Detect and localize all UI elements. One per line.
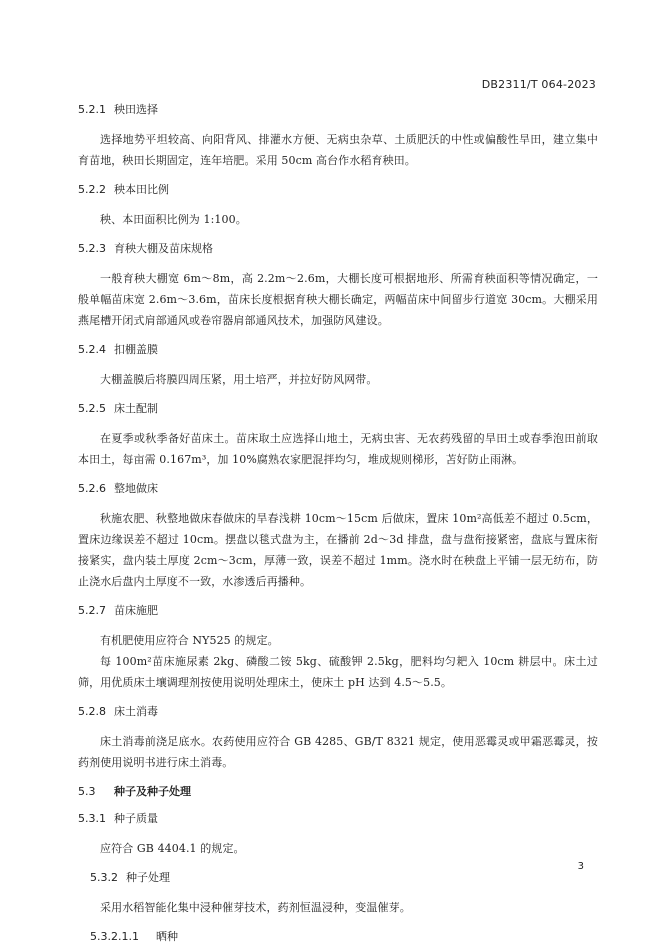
- heading-5-2-8: [78, 704, 598, 720]
- section-title: 床土消毒: [114, 705, 158, 718]
- section-title: 整地做床: [114, 482, 158, 495]
- heading-5-3-1: [78, 811, 598, 827]
- heading-5-2-3: [78, 241, 598, 257]
- heading-5-3-2: [90, 870, 598, 886]
- heading-5-2-7: [78, 603, 598, 619]
- paragraph: 选择地势平坦较高、向阳背风、排灌水方便、无病虫杂草、土质肥沃的中性或偏酸性旱田，建立集中育苗地，秧田长期固定，连年培肥。采用 50cm 高台作水稻育秧田。: [78, 133, 598, 167]
- section-number: 5.3.1: [78, 812, 106, 825]
- section-title: 种子质量: [114, 812, 158, 825]
- section-title: 种子处理: [126, 871, 170, 884]
- section-number: 5.2.5: [78, 402, 106, 415]
- heading-5-3-2-1-1: [90, 929, 598, 945]
- paragraph: 应符合 GB 4404.1 的规定。: [100, 842, 245, 855]
- paragraph: 大棚盖膜后将膜四周压紧，用土培严，并拉好防风网带。: [100, 373, 378, 386]
- paragraph: 秋施农肥、秋整地做床春做床的旱春浅耕 10cm～15cm 后做床，置床 10m²高低差不超过 0.5cm，置床边缘误差不超过 10cm。摆盘以毯式盘为主，在播前 2d～3d 排盘，盘与盘衔接紧密，盘底与置床衔接紧实，盘内装土厚度 2cm～3cm，厚薄一致，误差不超过 1mm。浇水时在秧盘上平铺一层无纺布，防止浇水后盘内土厚度不一致，水渗透后再播种。: [78, 512, 598, 588]
- heading-5-2-6: [78, 481, 598, 497]
- section-title: 床土配制: [114, 402, 158, 415]
- heading-5-3: [78, 784, 598, 800]
- section-number: 5.3: [78, 785, 96, 798]
- section-number: 5.3.2: [90, 871, 118, 884]
- section-number: 5.2.3: [78, 242, 106, 255]
- heading-5-2-4: [78, 342, 598, 358]
- paragraph: 采用水稻智能化集中浸种催芽技术，药剂恒温浸种，变温催芽。: [100, 901, 411, 914]
- paragraph: 床土消毒前浇足底水。农药使用应符合 GB 4285、GB/T 8321 规定，使用恶霉灵或甲霜恶霉灵，按药剂使用说明书进行床土消毒。: [78, 735, 598, 769]
- section-number: 5.2.7: [78, 604, 106, 617]
- heading-5-2-1: [78, 102, 598, 118]
- paragraph: 一般育秧大棚宽 6m～8m，高 2.2m～2.6m，大棚长度可根据地形、所需育秧面积等情况确定，一般单幅苗床宽 2.6m～3.6m，苗床长度根据育秧大棚长确定，两幅苗床中间留步行道宽 30cm。大棚采用燕尾槽开闭式肩部通风或卷帘器肩部通风技术，加强防风建设。: [78, 272, 598, 327]
- section-number: 5.2.6: [78, 482, 106, 495]
- section-number: 5.2.4: [78, 343, 106, 356]
- document-code: DB2311/T 064-2023: [481, 78, 596, 91]
- paragraph: 有机肥使用应符合 NY525 的规定。: [100, 634, 279, 647]
- heading-5-2-2: [78, 182, 598, 198]
- section-title: 秧本田比例: [114, 183, 169, 196]
- page-number: 3: [577, 861, 584, 872]
- section-title: 晒种: [156, 930, 178, 943]
- section-number: 5.2.1: [78, 103, 106, 116]
- section-number: 5.2.8: [78, 705, 106, 718]
- paragraph: 每 100m²苗床施尿素 2kg、磷酸二铵 5kg、硫酸钾 2.5kg，肥料均匀耙入 10cm 耕层中。床土过筛，用优质床土壤调理剂按使用说明处理床土，使床土 pH 达到 4.5～5.5。: [78, 655, 598, 689]
- section-title: 育秧大棚及苗床规格: [114, 242, 213, 255]
- section-number: 5.3.2.1.1: [90, 930, 139, 943]
- section-title: 苗床施肥: [114, 604, 158, 617]
- paragraph: 秧、本田面积比例为 1:100。: [100, 213, 247, 226]
- document-body: [78, 102, 598, 945]
- section-title: 秧田选择: [114, 103, 158, 116]
- section-number: 5.2.2: [78, 183, 106, 196]
- section-title: 扣棚盖膜: [114, 343, 158, 356]
- heading-5-2-5: [78, 401, 598, 417]
- section-title: 种子及种子处理: [114, 785, 191, 798]
- paragraph: 在夏季或秋季备好苗床土。苗床取土应选择山地土，无病虫害、无农药残留的旱田土或春季泡田前取本田土，每亩需 0.167m³，加 10%腐熟农家肥混拌均匀，堆成规则梯形，苫好防止雨淋。: [78, 432, 598, 466]
